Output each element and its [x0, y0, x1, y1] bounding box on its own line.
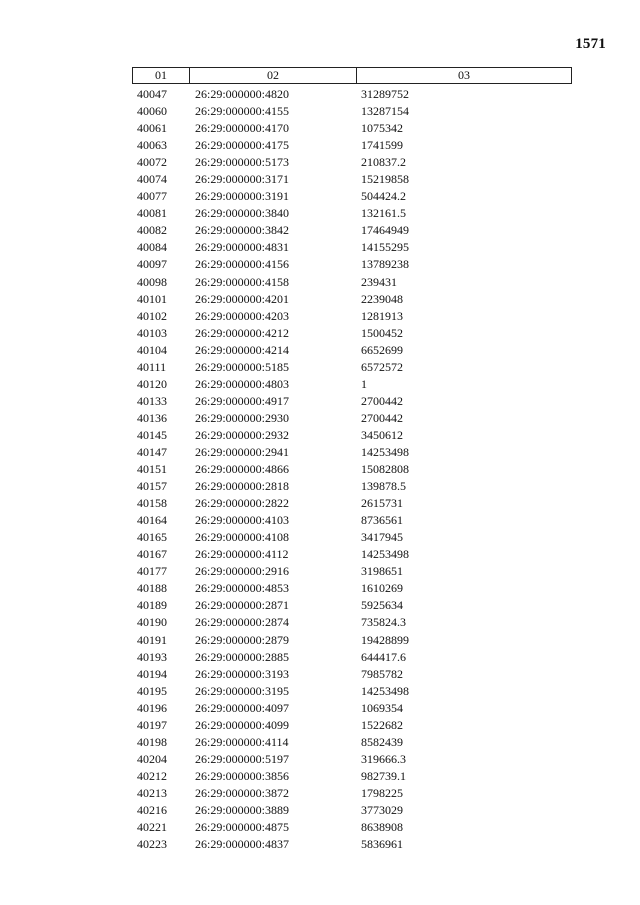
table-row [132, 393, 572, 410]
table-row [132, 597, 572, 614]
row-id-cell: 40120 [137, 376, 167, 391]
table-row [132, 734, 572, 751]
row-id-cell: 40189 [137, 598, 167, 613]
row-id-cell: 40103 [137, 325, 167, 340]
table-row [132, 683, 572, 700]
table-row [132, 154, 572, 171]
row-id-cell: 40098 [137, 274, 167, 289]
row-id-cell: 40165 [137, 530, 167, 545]
value-cell: 19428899 [361, 632, 409, 647]
value-cell: 6652699 [361, 342, 403, 357]
cadastral-number-cell: 26:29:000000:2871 [195, 598, 290, 613]
column-header: 03 [458, 68, 470, 82]
row-id-cell: 40177 [137, 564, 167, 579]
column-header: 02 [190, 68, 357, 83]
table-row [132, 819, 572, 836]
table-row [132, 580, 572, 597]
table-row [132, 529, 572, 546]
row-id-cell: 40213 [137, 785, 167, 800]
value-cell: 5925634 [361, 598, 403, 613]
row-id-cell: 40063 [137, 138, 167, 153]
value-cell: 319666.3 [361, 751, 406, 766]
cadastral-number-cell: 26:29:000000:5173 [195, 155, 290, 170]
value-cell: 13789238 [361, 257, 409, 272]
table-row [132, 751, 572, 768]
table-row [132, 291, 572, 308]
row-id-cell: 40074 [137, 172, 167, 187]
row-id-cell: 40133 [137, 393, 167, 408]
cadastral-number-cell: 26:29:000000:4875 [195, 820, 290, 835]
value-cell: 8582439 [361, 734, 403, 749]
cadastral-number-cell: 26:29:000000:4831 [195, 240, 290, 255]
value-cell: 14253498 [361, 683, 409, 698]
value-cell: 8638908 [361, 820, 403, 835]
cadastral-number-cell: 26:29:000000:2885 [195, 649, 290, 664]
row-id-cell: 40111 [137, 359, 167, 374]
row-id-cell: 40081 [137, 206, 167, 221]
row-id-cell: 40223 [137, 837, 167, 852]
table-row [132, 461, 572, 478]
cadastral-number-cell: 26:29:000000:2930 [195, 410, 290, 425]
cadastral-number-cell: 26:29:000000:2916 [195, 564, 290, 579]
cadastral-number-cell: 26:29:000000:5197 [195, 751, 290, 766]
cadastral-number-cell: 26:29:000000:4158 [195, 274, 290, 289]
table-row [132, 205, 572, 222]
value-cell: 31289752 [361, 87, 409, 101]
table-row [132, 137, 572, 154]
value-cell: 2700442 [361, 410, 403, 425]
data-table [132, 67, 572, 853]
value-cell: 504424.2 [361, 189, 406, 204]
value-cell: 1741599 [361, 138, 403, 153]
table-row [132, 444, 572, 461]
table-row [132, 256, 572, 273]
value-cell: 239431 [361, 274, 397, 289]
table-row [132, 785, 572, 802]
row-id-cell: 40197 [137, 717, 167, 732]
cadastral-number-cell: 26:29:000000:4103 [195, 513, 290, 528]
row-id-cell: 40151 [137, 462, 167, 477]
row-id-cell: 40167 [137, 547, 167, 562]
value-cell: 15082808 [361, 462, 409, 477]
row-id-cell: 40084 [137, 240, 167, 255]
value-cell: 8736561 [361, 513, 403, 528]
row-id-cell: 40157 [137, 479, 167, 494]
cadastral-number-cell: 26:29:000000:4108 [195, 530, 290, 545]
row-id-cell: 40082 [137, 223, 167, 238]
row-id-cell: 40164 [137, 513, 167, 528]
row-id-cell: 40198 [137, 734, 167, 749]
table-row [132, 86, 572, 103]
row-id-cell: 40191 [137, 632, 167, 647]
cadastral-number-cell: 26:29:000000:3840 [195, 206, 290, 221]
column-header: 01 [133, 68, 190, 83]
value-cell: 1281913 [361, 308, 403, 323]
cadastral-number-cell: 26:29:000000:4866 [195, 462, 290, 477]
table-row [132, 700, 572, 717]
cadastral-number-cell: 26:29:000000:4203 [195, 308, 290, 323]
table-row [132, 495, 572, 512]
value-cell: 1798225 [361, 785, 403, 800]
value-cell: 3773029 [361, 802, 403, 817]
value-cell: 1500452 [361, 325, 403, 340]
value-cell: 210837.2 [361, 155, 406, 170]
cadastral-number-cell: 26:29:000000:5185 [195, 359, 290, 374]
value-cell: 3450612 [361, 427, 403, 442]
row-id-cell: 40072 [137, 155, 167, 170]
table-row [132, 563, 572, 580]
value-cell: 14155295 [361, 240, 409, 255]
value-cell: 14253498 [361, 547, 409, 562]
value-cell: 13287154 [361, 104, 409, 119]
table-row [132, 325, 572, 342]
cadastral-number-cell: 26:29:000000:4837 [195, 837, 290, 852]
value-cell: 1610269 [361, 581, 403, 596]
row-id-cell: 40195 [137, 683, 167, 698]
cadastral-number-cell: 26:29:000000:4820 [195, 87, 290, 101]
row-id-cell: 40145 [137, 427, 167, 442]
value-cell: 7985782 [361, 666, 403, 681]
table-row [132, 120, 572, 137]
cadastral-number-cell: 26:29:000000:3889 [195, 802, 290, 817]
table-row [132, 410, 572, 427]
value-cell: 132161.5 [361, 206, 406, 221]
row-id-cell: 40221 [137, 820, 167, 835]
cadastral-number-cell: 26:29:000000:4170 [195, 121, 290, 136]
table-row [132, 427, 572, 444]
table-row [132, 768, 572, 785]
cadastral-number-cell: 26:29:000000:4114 [195, 734, 289, 749]
value-cell: 2615731 [361, 496, 403, 511]
cadastral-number-cell: 26:29:000000:4155 [195, 104, 290, 119]
cadastral-number-cell: 26:29:000000:3191 [195, 189, 290, 204]
cadastral-number-cell: 26:29:000000:4917 [195, 393, 290, 408]
value-cell: 139878.5 [361, 479, 406, 494]
table-row [132, 359, 572, 376]
value-cell: 982739.1 [361, 768, 406, 783]
cadastral-number-cell: 26:29:000000:2874 [195, 615, 290, 630]
page-number: 1571 [575, 36, 606, 52]
table-row [132, 632, 572, 649]
value-cell: 1069354 [361, 700, 403, 715]
table-row [132, 239, 572, 256]
cadastral-number-cell: 26:29:000000:4112 [195, 547, 289, 562]
table-row [132, 188, 572, 205]
table-header [132, 67, 572, 84]
row-id-cell: 40047 [137, 87, 167, 101]
cadastral-number-cell: 26:29:000000:2932 [195, 427, 290, 442]
cadastral-number-cell: 26:29:000000:4853 [195, 581, 290, 596]
value-cell: 1522682 [361, 717, 403, 732]
cadastral-number-cell: 26:29:000000:4214 [195, 342, 290, 357]
cadastral-number-cell: 26:29:000000:4212 [195, 325, 290, 340]
table-row [132, 274, 572, 291]
table-row [132, 802, 572, 819]
table-row [132, 171, 572, 188]
table-row [132, 717, 572, 734]
row-id-cell: 40193 [137, 649, 167, 664]
row-id-cell: 40196 [137, 700, 167, 715]
value-cell: 6572572 [361, 359, 403, 374]
table-row [132, 666, 572, 683]
cadastral-number-cell: 26:29:000000:3872 [195, 785, 290, 800]
table-row [132, 614, 572, 631]
row-id-cell: 40147 [137, 444, 167, 459]
cadastral-number-cell: 26:29:000000:2822 [195, 496, 290, 511]
row-id-cell: 40101 [137, 291, 167, 306]
row-id-cell: 40104 [137, 342, 167, 357]
value-cell: 3198651 [361, 564, 403, 579]
cadastral-number-cell: 26:29:000000:4175 [195, 138, 290, 153]
row-id-cell: 40060 [137, 104, 167, 119]
value-cell: 1075342 [361, 121, 403, 136]
value-cell: 735824.3 [361, 615, 406, 630]
row-id-cell: 40194 [137, 666, 167, 681]
table-row [132, 308, 572, 325]
row-id-cell: 40188 [137, 581, 167, 596]
value-cell: 5836961 [361, 837, 403, 852]
table-row [132, 103, 572, 120]
value-cell: 17464949 [361, 223, 409, 238]
table-body [132, 86, 572, 853]
value-cell: 1 [361, 376, 367, 391]
cadastral-number-cell: 26:29:000000:3171 [195, 172, 290, 187]
cadastral-number-cell: 26:29:000000:4156 [195, 257, 290, 272]
cadastral-number-cell: 26:29:000000:4097 [195, 700, 290, 715]
cadastral-number-cell: 26:29:000000:3842 [195, 223, 290, 238]
row-id-cell: 40212 [137, 768, 167, 783]
row-id-cell: 40102 [137, 308, 167, 323]
row-id-cell: 40158 [137, 496, 167, 511]
row-id-cell: 40216 [137, 802, 167, 817]
cadastral-number-cell: 26:29:000000:3195 [195, 683, 290, 698]
cadastral-number-cell: 26:29:000000:4803 [195, 376, 290, 391]
cadastral-number-cell: 26:29:000000:2941 [195, 444, 290, 459]
value-cell: 2239048 [361, 291, 403, 306]
row-id-cell: 40061 [137, 121, 167, 136]
table-row [132, 512, 572, 529]
table-row [132, 649, 572, 666]
row-id-cell: 40097 [137, 257, 167, 272]
cadastral-number-cell: 26:29:000000:4099 [195, 717, 290, 732]
row-id-cell: 40204 [137, 751, 167, 766]
value-cell: 644417.6 [361, 649, 406, 664]
table-row [132, 342, 572, 359]
value-cell: 14253498 [361, 444, 409, 459]
table-row [132, 478, 572, 495]
row-id-cell: 40077 [137, 189, 167, 204]
cadastral-number-cell: 26:29:000000:2818 [195, 479, 290, 494]
table-row [132, 836, 572, 853]
value-cell: 2700442 [361, 393, 403, 408]
cadastral-number-cell: 26:29:000000:2879 [195, 632, 290, 647]
table-row [132, 222, 572, 239]
cadastral-number-cell: 26:29:000000:3193 [195, 666, 290, 681]
cadastral-number-cell: 26:29:000000:4201 [195, 291, 290, 306]
value-cell: 3417945 [361, 530, 403, 545]
row-id-cell: 40136 [137, 410, 167, 425]
value-cell: 15219858 [361, 172, 409, 187]
table-row [132, 546, 572, 563]
row-id-cell: 40190 [137, 615, 167, 630]
cadastral-number-cell: 26:29:000000:3856 [195, 768, 290, 783]
table-row [132, 376, 572, 393]
